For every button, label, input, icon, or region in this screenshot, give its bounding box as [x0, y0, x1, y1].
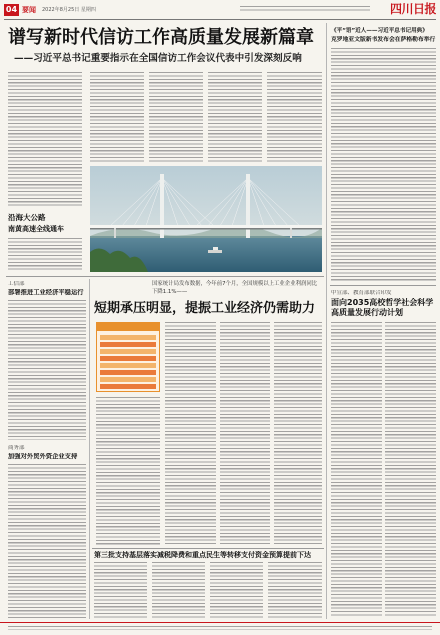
footer-rule	[0, 622, 440, 623]
photo-caption-title: 沿海大公路	[8, 213, 46, 222]
bottom-body-column-3	[210, 562, 263, 618]
footer-imprint-text	[8, 626, 432, 630]
bridge-photo[interactable]	[90, 166, 322, 272]
brief2-kicker: 商务部	[8, 445, 25, 451]
bottom-body-column-2	[152, 562, 205, 618]
industry-body-column-1	[96, 397, 160, 545]
infographic-row	[100, 342, 156, 347]
infographic-row	[100, 349, 156, 354]
brief2-headline[interactable]: 加强对外贸外资企业支持	[8, 453, 78, 460]
side-bottom-headline-line1[interactable]: 面向2035高校哲学社会科学	[331, 298, 434, 307]
lead-headline[interactable]: 谱写新时代信访工作高质量发展新篇章	[8, 27, 314, 48]
lead-body-column-4	[208, 72, 262, 162]
industry-body-column-4	[274, 322, 322, 545]
lead-body-column-1	[8, 72, 82, 208]
industry-headline[interactable]: 短期承压明显，提振工业经济仍需助力	[94, 301, 316, 316]
side-top-headline-line2[interactable]: 克罗地亚文版新书发布会在萨格勒布举行	[331, 37, 436, 43]
lead-body-column-2	[90, 72, 144, 162]
bottom-article-divider	[92, 548, 324, 549]
section-divider-middle	[6, 276, 324, 277]
infographic-row	[100, 335, 156, 340]
header-hotline-text	[240, 6, 370, 12]
side-bottom-body-column-1	[331, 322, 382, 616]
infographic-header-strip	[97, 323, 159, 331]
side-column-divider	[330, 285, 436, 286]
lead-subheadline: ——习近平总书记重要指示在全国信访工作会议代表中引发深刻反响	[14, 53, 302, 64]
infographic-row	[100, 370, 156, 375]
infographic-row	[100, 363, 156, 368]
bridge-photo-illustration	[90, 166, 322, 272]
side-top-body-text	[331, 48, 436, 282]
side-bottom-body-column-2	[385, 322, 436, 616]
brief2-body-text	[8, 464, 86, 618]
bottom-body-column-4	[268, 562, 322, 618]
industry-body-column-3	[220, 322, 270, 545]
right-column-divider	[326, 23, 327, 619]
industry-body-column-2	[165, 322, 216, 545]
side-top-headline-line1[interactable]: 《平“语”近人——习近平总书记用典》	[331, 28, 428, 34]
infographic-row	[100, 356, 156, 361]
page-number-badge: 04	[5, 5, 18, 14]
brief1-body-text	[8, 300, 86, 440]
header-divider	[4, 19, 436, 20]
side-bottom-headline-line2[interactable]: 高质量发展行动计划	[331, 308, 403, 317]
industry-intro: 国家统计局发布数据，今年前7个月，全国规模以上工业企业利润同比下降1.1%——	[152, 281, 318, 295]
brief1-kicker: 工信部	[8, 281, 25, 287]
bottom-headline[interactable]: 第三批支持基层落实减税降费和重点民生等转移支付资金预算提前下达	[94, 551, 311, 559]
section-label: 要闻	[22, 6, 36, 14]
issue-date: 2022年8月25日 星期四	[42, 7, 96, 13]
briefs-divider	[89, 279, 90, 619]
side-bottom-kicker: 中宣部、教育部联合印发	[331, 290, 392, 296]
infographic-row	[100, 377, 156, 382]
photo-caption-text	[8, 238, 82, 270]
industry-infographic[interactable]	[96, 322, 160, 392]
lead-body-column-3	[149, 72, 203, 162]
bottom-body-column-1	[94, 562, 147, 618]
lead-body-column-5	[267, 72, 322, 162]
infographic-row	[100, 384, 156, 389]
brief1-headline[interactable]: 部署推进工业经济平稳运行	[8, 289, 84, 296]
photo-caption-subtitle: 南黄高速全线通车	[8, 225, 64, 233]
masthead-logo: 四川日报	[389, 2, 436, 16]
